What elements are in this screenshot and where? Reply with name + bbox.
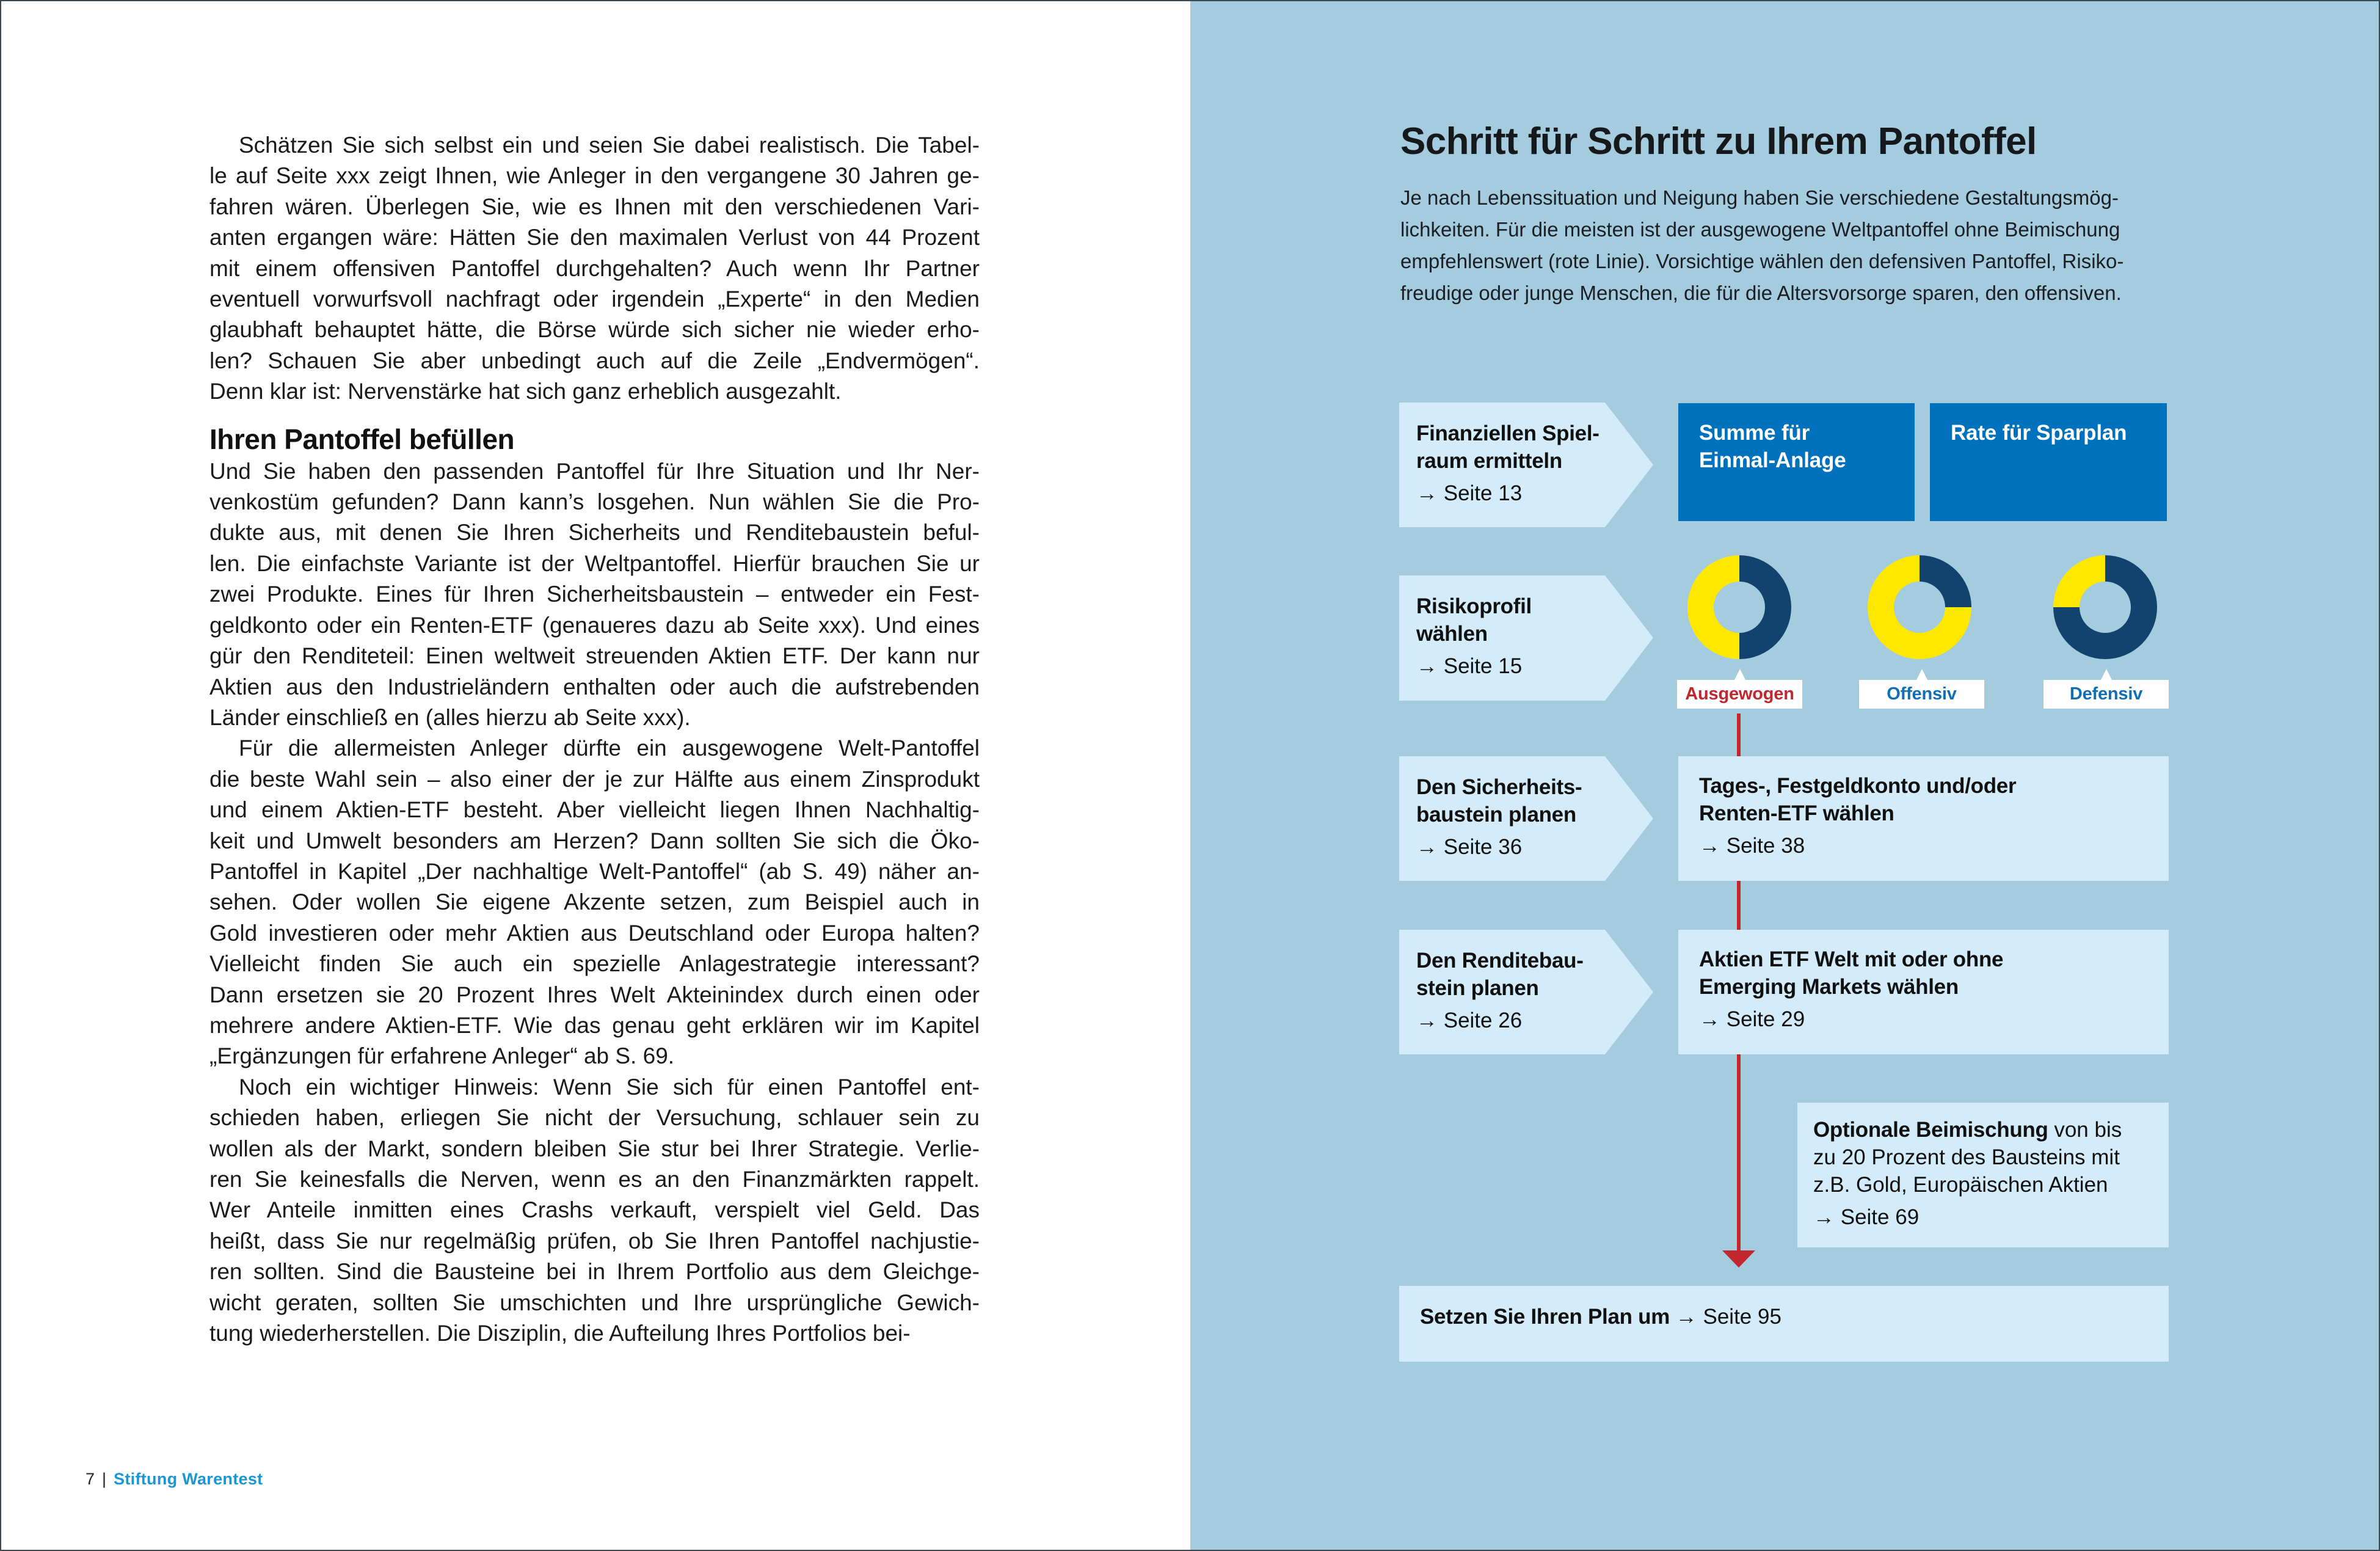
- optional-text: von bis: [2048, 1118, 2122, 1142]
- footer-separator: |: [102, 1470, 107, 1488]
- donut-chart-ausgewogen: [1687, 555, 1792, 660]
- step-title: baustein planen: [1416, 803, 1576, 827]
- text-line: Aktien aus den Industrieländern enthalten oder auch die aufstrebenden: [209, 674, 980, 699]
- text-line: Denn klar ist: Nervenstärke hat sich ganz erheblich ausgezahlt.: [209, 379, 842, 404]
- box-title: Einmal-Anlage: [1699, 448, 1846, 472]
- page-reference: → Seite 15: [1416, 654, 1523, 678]
- intro-line: empfehlenswert (rote Linie). Vorsichtige wählen den defensiven Pantoffel, Risiko-: [1400, 250, 2124, 272]
- final-bold-label: Setzen Sie Ihren Plan um: [1420, 1305, 1670, 1329]
- box-title: Tages-, Festgeldkonto und/oder: [1699, 774, 2017, 798]
- intro-line: Je nach Lebenssituation und Neigung haben Sie verschiedene Gestaltungsmög-: [1400, 186, 2119, 209]
- text-line: schieden haben, erliegen Sie nicht der Versuchung, schlauer sein zu: [209, 1105, 980, 1131]
- text-line: anten ergangen wäre: Hätten Sie den maximalen Verlust von 44 Prozent: [209, 225, 980, 250]
- text-line: wicht geraten, sollten Sie umschichten und Ihre ursprüngliche Gewich-: [209, 1290, 980, 1315]
- step-risk-profile: [1399, 575, 1656, 701]
- intro-line: freudige oder junge Menschen, die für die Altersvorsorge sparen, den offensiven.: [1400, 282, 2122, 304]
- return-products-box: [1678, 930, 2169, 1054]
- page-reference: → Seite 69: [1813, 1205, 1920, 1229]
- implement-plan-box: [1399, 1286, 2169, 1362]
- text-line: Und Sie haben den passenden Pantoffel für Ihre Situation und Ihr Ner-: [209, 458, 980, 484]
- donut-segment-bonds: [1920, 555, 1971, 607]
- step-title: Finanziellen Spiel-: [1416, 422, 1599, 445]
- optional-admixture-box: [1797, 1103, 2169, 1247]
- infobox-intro: [1400, 182, 2152, 309]
- box-title: Rate für Sparplan: [1951, 421, 2127, 445]
- text-line: len. Die einfachste Variante ist der Weltpantoffel. Hierfür brauchen Sie ur: [209, 550, 980, 576]
- text-line: gür den Renditeteil: Einen weltweit streuenden Aktien ETF. Der kann nur: [209, 643, 980, 669]
- text-line: die beste Wahl sein – also einer der je zur Hälfte aus einem Zinsprodukt: [209, 766, 980, 792]
- text-line: le auf Seite xxx zeigt Ihnen, wie Anleger in den vergangene 30 Jahren ge-: [209, 163, 980, 189]
- text-line: len? Schauen Sie aber unbedingt auch auf die Zeile „Endvermögen“.: [209, 348, 980, 373]
- publisher-brand: Stiftung Warentest: [114, 1470, 263, 1488]
- step-title: Den Renditebau-: [1416, 949, 1584, 973]
- text-line: wollen als der Markt, sondern bleiben Sie stur bei Ihrer Strategie. Verlie-: [209, 1136, 980, 1161]
- step-financial-scope: [1399, 403, 1656, 527]
- page-footer: [86, 1469, 263, 1489]
- step-safety-component: [1399, 756, 1656, 881]
- optional-first-line: [1813, 1116, 2156, 1144]
- text-line: „Ergänzungen für erfahrene Anleger“ ab S. 69.: [209, 1043, 675, 1069]
- text-line: dukte aus, mit denen Sie Ihren Sicherheits und Renditebaustein beful-: [209, 520, 980, 546]
- box-title: Renten-ETF wählen: [1699, 801, 1894, 825]
- paragraph-body-1: [209, 456, 980, 734]
- safety-products-box: [1678, 756, 2169, 881]
- step-title: Den Sicherheits-: [1416, 775, 1582, 799]
- profile-label-ausgewogen: Ausgewogen: [1677, 680, 1802, 709]
- step-title: wählen: [1416, 622, 1488, 646]
- text-line: sehen. Oder wollen Sie eigene Akzente setzen, zum Beispiel auch in: [209, 889, 980, 915]
- page-reference: → Seite 13: [1416, 481, 1523, 505]
- paragraph-body-2: [209, 733, 980, 1071]
- optional-bold-label: Optionale Beimischung: [1813, 1118, 2048, 1142]
- donut-chart-offensiv: [1867, 555, 1972, 660]
- text-line: geldkonto oder ein Renten-ETF (genaueres dazu ab Seite xxx). Und eines: [209, 612, 980, 638]
- text-line: und einem Aktien-ETF besteht. Aber vielleicht liegen Ihnen Nachhaltig-: [209, 797, 980, 823]
- donut-segment-stocks: [2053, 555, 2105, 607]
- right-page-infobox: [1190, 0, 2380, 1551]
- donut-segment-stocks: [1687, 555, 1739, 659]
- text-line: Gold investieren oder mehr Aktien aus Deutschland oder Europa halten?: [209, 920, 980, 946]
- intro-line: lichkeiten. Für die meisten ist der ausgewogene Weltpantoffel ohne Beimischung: [1400, 218, 2120, 241]
- profile-label-defensiv: Defensiv: [2043, 680, 2169, 709]
- text-line: zwei Produkte. Eines für Ihren Sicherheitsbaustein – entweder ein Fest-: [209, 582, 980, 607]
- donut-chart-defensiv: [2053, 555, 2158, 660]
- optional-text: z.B. Gold, Europäischen Aktien: [1813, 1173, 2108, 1197]
- text-line: mit einem offensiven Pantoffel durchgehalten? Auch wenn Ihr Partner: [209, 255, 980, 281]
- text-line: Pantoffel in Kapitel „Der nachhaltige Welt-Pantoffel“ (ab S. 49) näher an-: [209, 858, 980, 884]
- step-title: raum ermitteln: [1416, 449, 1562, 473]
- page-number: 7: [86, 1470, 95, 1488]
- step-title: stein planen: [1416, 976, 1539, 1000]
- donut-segment-bonds: [1739, 555, 1791, 659]
- text-line: Länder einschließ en (alles hierzu ab Seite xxx).: [209, 704, 691, 730]
- text-line: mehrere andere Aktien-ETF. Wie das genau geht erklären wir im Kapitel: [209, 1012, 980, 1038]
- page-reference: → Seite 26: [1416, 1009, 1523, 1032]
- infobox-title: Schritt für Schritt zu Ihrem Pantoffel: [1400, 120, 2037, 162]
- section-heading: Ihren Pantoffel befüllen: [209, 423, 515, 455]
- box-title: Summe für: [1699, 421, 1810, 445]
- box-title: Emerging Markets wählen: [1699, 975, 1959, 999]
- optional-text: zu 20 Prozent des Bausteins mit: [1813, 1145, 2120, 1169]
- step-return-component: [1399, 930, 1656, 1054]
- savings-plan-box: [1930, 403, 2167, 521]
- text-line: tung wiederherstellen. Die Disziplin, die Aufteilung Ihres Portfolios bei-: [209, 1321, 911, 1346]
- text-line: Vielleicht finden Sie auch ein spezielle Anlagestrategie interessant?: [209, 951, 980, 977]
- lump-sum-box: [1678, 403, 1915, 521]
- step-title: Risikoprofil: [1416, 594, 1532, 618]
- text-line: venkostüm gefunden? Dann kann’s losgehen. Nun wählen Sie die Pro-: [209, 489, 980, 515]
- page-reference: → Seite 36: [1416, 835, 1523, 859]
- text-line: Für die allermeisten Anleger dürfte ein ausgewogene Welt-Pantoffel: [239, 735, 980, 761]
- text-line: glaubhaft behauptet hätte, die Börse würde sich sicher nie wieder erho-: [209, 317, 980, 343]
- text-line: eventuell vorwurfsvoll nachfragt oder irgendein „Experte“ in den Medien: [209, 286, 980, 312]
- text-line: Noch ein wichtiger Hinweis: Wenn Sie sich für einen Pantoffel ent-: [239, 1074, 980, 1100]
- text-line: ren Sie keinesfalls die Nerven, wenn es an den Finanzmärkten rappelt.: [209, 1167, 980, 1192]
- text-line: heißt, dass Sie nur regelmäßig prüfen, ob Sie Ihren Pantoffel nachjustie-: [209, 1228, 980, 1254]
- body-text-column: [209, 130, 980, 1349]
- page-reference: → Seite 95: [1670, 1305, 1781, 1329]
- text-line: keit und Umwelt besonders am Herzen? Dann sollten Sie sich die Öko-: [209, 828, 980, 853]
- text-line: Schätzen Sie sich selbst ein und seien Sie dabei realistisch. Die Tabel-: [239, 133, 980, 158]
- paragraph-body-3: [209, 1072, 980, 1349]
- page-reference: → Seite 29: [1699, 1007, 1805, 1031]
- page-reference: → Seite 38: [1699, 834, 1805, 858]
- text-line: fahren wären. Überlegen Sie, wie es Ihnen mit den verschiedenen Vari-: [209, 194, 980, 219]
- box-title: Aktien ETF Welt mit oder ohne: [1699, 947, 2004, 971]
- text-line: Wer Anteile inmitten eines Crashs verkauft, verspielt viel Geld. Das: [209, 1197, 980, 1223]
- profile-label-offensiv: Offensiv: [1859, 680, 1984, 709]
- text-line: ren sollten. Sind die Bausteine bei in Ihrem Portfolio aus dem Gleichge-: [209, 1259, 980, 1285]
- paragraph-intro: [209, 130, 980, 407]
- recommended-path-arrowhead: [1722, 1250, 1755, 1268]
- text-line: Dann ersetzen sie 20 Prozent Ihres Welt Akteinindex durch einen oder: [209, 982, 980, 1007]
